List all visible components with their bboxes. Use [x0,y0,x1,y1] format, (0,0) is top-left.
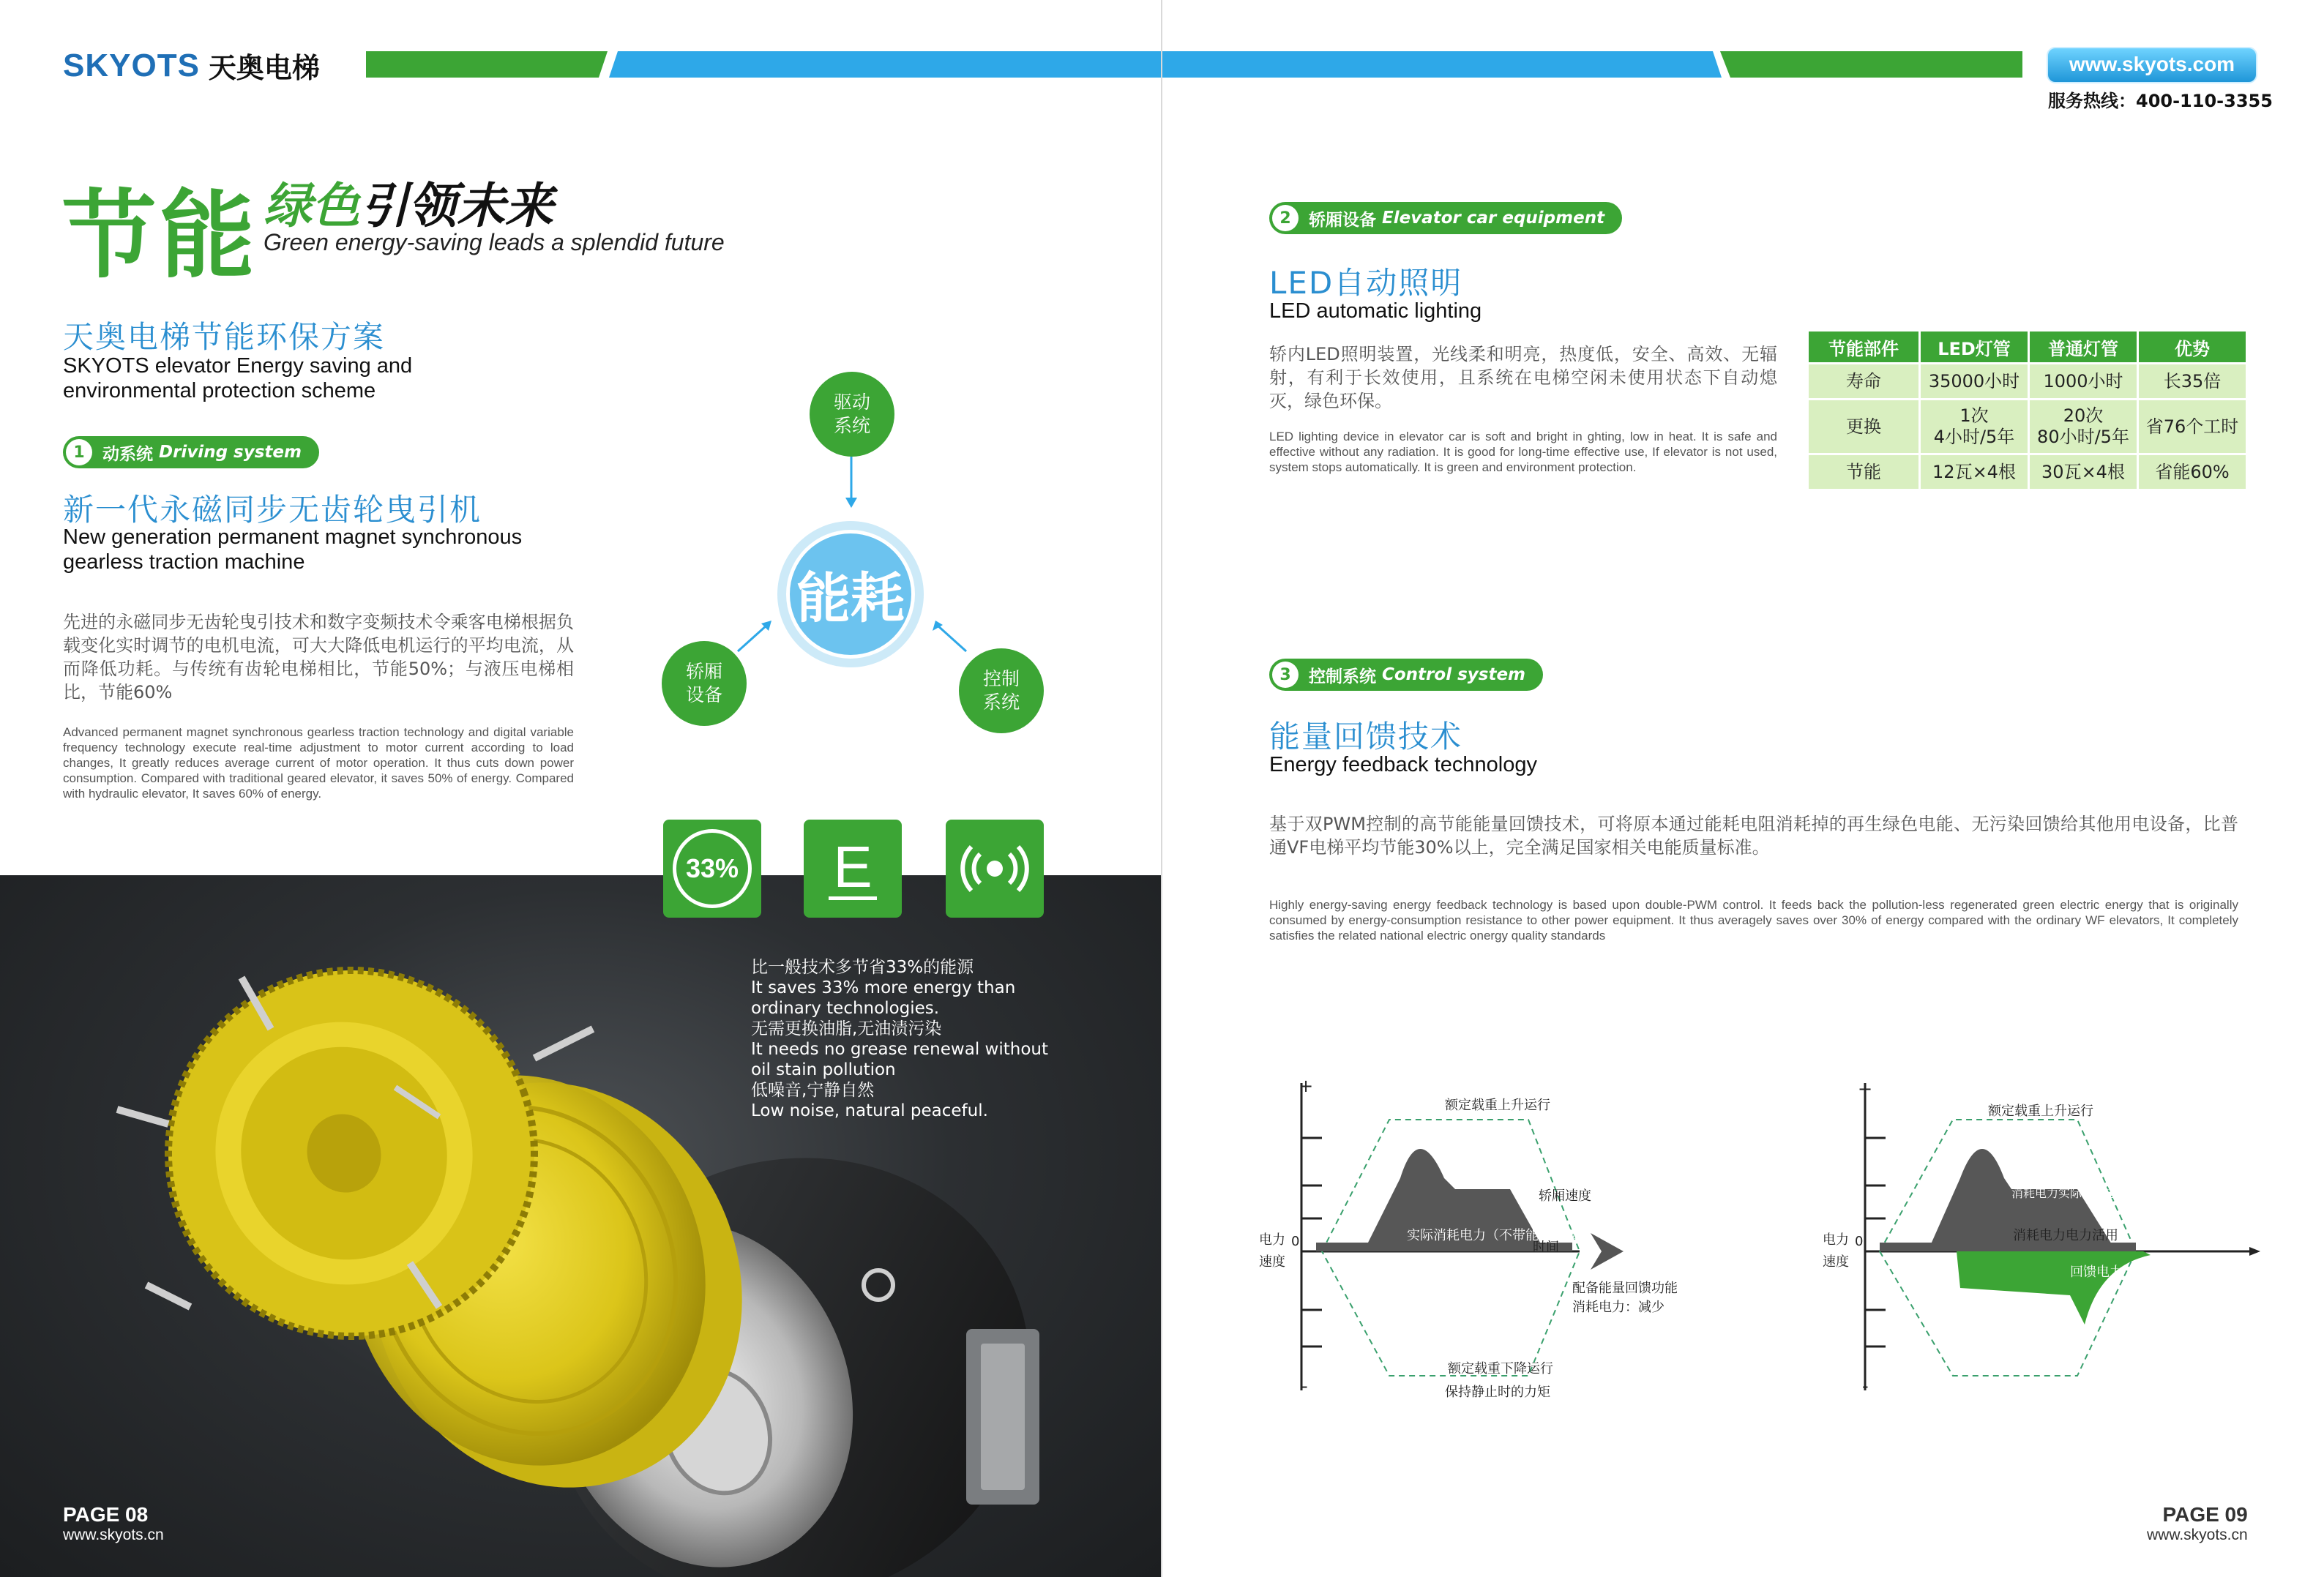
table-cell: 寿命 [1809,364,1918,398]
scheme-heading-en [63,353,575,403]
table-row [1809,400,2246,453]
hero-subtitle: Green energy-saving leads a splendid future [264,229,725,255]
axis-minus-left: - [1301,1376,1308,1396]
feature-line: It saves 33% more energy than [751,978,1016,997]
footer-right [2147,1503,2248,1544]
feedback-note-line2: 消耗电力：减少 [1572,1300,1664,1315]
service-hotline: 服务热线：400-110-3355 [2048,91,2273,111]
feature-line: ordinary technologies. [751,999,940,1018]
wireless-signal-icon [946,820,1044,918]
section1-label [63,436,319,468]
cycle-node-control-line1: 控制 [982,668,1020,689]
power-usage-label: 消耗电力电力活用 [2013,1228,2118,1243]
section2-number: 2 [1272,205,1299,231]
axis-speed-label-right: 速度 [1823,1254,1849,1270]
scheme-heading-cn: 天奥电梯节能环保方案 [63,319,386,355]
footer-left [63,1503,164,1544]
feature-line: 比一般技术多节省33%的能源 [751,958,974,977]
energy-e-label: E [829,838,876,900]
section2-body-en: LED lighting device in elevator car is soft and bright in ghting, low in heat. It is safe and effective without any radiation. It is good for long-time effective use, If elevator is not used, system stops automatically. It is green and environment protection. [1269,430,1777,474]
hero-title-green: 绿色 [264,178,360,234]
section2-label-en: Elevator car equipment [1382,209,1605,228]
section1-heading-cn: 新一代永磁同步无齿轮曳引机 [63,492,482,528]
static-torque-label: 保持静止时的力矩 [1445,1385,1550,1400]
feature-line: oil stain pollution [751,1060,896,1079]
table-row [1809,364,2246,398]
cycle-node-car-line2: 设备 [685,684,722,705]
axis-speed-label-left: 速度 [1259,1254,1285,1270]
header-stripe [366,50,1162,79]
rising-run-label: 额定载重上升运行 [1445,1098,1550,1113]
table-header-cell: 节能部件 [1809,331,1918,362]
table-cell: 35000小时 [1921,364,2028,398]
table-cell: 省76个工时 [2139,400,2246,453]
section3-label-en: Control system [1382,665,1526,684]
section3-body-en: Highly energy-saving energy feedback technology is based upon double-PWM control. It feeds back the pollution-less regenerated green electric energy that is originally consumed by energy-consumption resistance to other power equipment. It thus averagely saves over 30% of energy compared with the ordinary WF elevators, It completely satisfies the related national electric onergy quality standards [1269,898,2238,943]
section3-body-cn: 基于双PWM控制的高节能能量回馈技术，可将原本通过能耗电阻消耗掉的再生绿色电能、无污染回馈给其他用电设备，比普通VF电梯平均节能30%以上，完全满足国家相关电能质量标准。 [1269,814,2238,858]
cycle-node-drive-line2: 系统 [833,415,870,436]
footer-url[interactable]: www.skyots.cn [63,1527,164,1543]
section3-label-cn: 控制系统 [1309,667,1376,686]
page-number: PAGE 09 [2162,1503,2248,1526]
feature-line: 低噪音,宁静自然 [751,1081,875,1100]
section1-body-en: Advanced permanent magnet synchronous gearless traction technology and digital variable frequency technology execute real-time adjustment to motor current according to load changes, It greatly reduces average current of motor operation. It thus cuts down power consumption. Compared with traditional geared elevator, it saves 50% of energy. Compared with hydraulic elevator, It saves 60% of energy. [63,725,574,801]
percent-badge-icon [663,820,761,918]
cycle-node-drive[interactable] [810,372,894,457]
scheme-heading-en-line2: environmental protection scheme [63,379,376,402]
axis-power-label-left: 电力 [1259,1232,1285,1248]
actual-power-label: 实际消耗电力（不带能量回馈） [1407,1228,1591,1243]
right-page [1162,0,2324,1577]
table-cell: 长35倍 [2139,364,2246,398]
cycle-node-control[interactable] [959,648,1044,733]
feedback-note [1572,1278,1678,1316]
section1-label-cn: 动系统 [102,444,153,464]
energy-feedback-diagram [1236,1068,2290,1405]
axis-zero-right: 0 [1855,1234,1864,1249]
led-comparison-table [1806,329,2248,491]
table-cell: 12瓦×4根 [1921,455,2028,489]
section2-heading-en: LED automatic lighting [1269,299,1482,323]
axis-power-label-right: 电力 [1823,1232,1849,1248]
cycle-node-drive-line1: 驱动 [833,392,870,413]
car-speed-label: 轿厢速度 [1539,1188,1591,1204]
section3-label [1269,659,1543,691]
section2-label [1269,202,1622,234]
section3-number: 3 [1272,662,1299,688]
table-cell: 1000小时 [2030,364,2137,398]
section2-body-cn: 轿内LED照明装置，光线柔和明亮，热度低，安全、高效、无辐射，有利于长效使用，且系统在电梯空闲未使用状态下自动熄灭，绿色环保。 [1269,344,1777,411]
axis-minus-right: - [1862,1376,1869,1396]
header-stripe-right [1162,50,2022,79]
website-link[interactable]: www.skyots.com [2047,47,2257,83]
table-cell: 省能60% [2139,455,2246,489]
axis-plus-left: + [1299,1076,1314,1096]
section1-heading-en [63,525,605,574]
axis-time-label: 时间 [1533,1240,1559,1255]
rising-run-label-right: 额定载重上升运行 [1988,1104,2093,1119]
page-number: PAGE 08 [63,1503,149,1526]
scheme-heading-en-line1: SKYOTS elevator Energy saving and [63,354,413,378]
section3-heading-en: Energy feedback technology [1269,753,1537,776]
feedback-power-label: 回馈电力 [2070,1265,2123,1280]
feature-list [751,957,1058,1121]
footer-url[interactable]: www.skyots.cn [2147,1527,2248,1543]
feature-line: 无需更换油脂,无油渍污染 [751,1019,942,1038]
section1-heading-en-line2: gearless traction machine [63,550,305,574]
hero-title-secondary [264,167,553,236]
actual-consumption-label: 消耗电力实际消耗电力 [2011,1186,2129,1200]
section2-heading-cn: LED自动照明 [1269,265,1463,301]
axis-plus-right: + [1858,1079,1873,1099]
logo-text-cn: 天奥电梯 [208,52,320,84]
percent-badge-label: 33% [673,829,752,908]
table-header-cell: LED灯管 [1921,331,2028,362]
feature-line: It needs no grease renewal without [751,1040,1048,1059]
hero-title-black: 引领未来 [360,178,553,234]
cycle-node-car[interactable] [662,641,747,726]
descending-run-label: 额定载重下降运行 [1448,1361,1553,1376]
feedback-note-line1: 配备能量回馈功能 [1572,1281,1678,1296]
table-cell: 30瓦×4根 [2030,455,2137,489]
cycle-node-control-line2: 系统 [982,692,1020,713]
cycle-node-car-line1: 轿厢 [685,661,722,682]
section2-label-cn: 轿厢设备 [1309,210,1376,230]
section1-body-cn: 先进的永磁同步无齿轮曳引技术和数字变频技术令乘客电梯根据负载变化实时调节的电机电流，可大大降低电机运行的平均电流，从而降低功耗。与传统有齿轮电梯相比，节能50%；与液压电梯相比，节能60% [63,612,574,703]
energy-center-label: 能耗 [790,533,911,655]
table-cell: 节能 [1809,455,1918,489]
table-row [1809,455,2246,489]
section1-number: 1 [66,439,92,465]
logo-text-en: SKYOTS [63,47,200,83]
hero-title-main: 节能 [61,180,258,291]
table-cell: 20次 80小时/5年 [2030,400,2137,453]
energy-center-circle [777,521,924,667]
section3-heading-cn: 能量回馈技术 [1269,719,1463,754]
table-cell: 1次 4小时/5年 [1921,400,2028,453]
table-header-cell: 优势 [2139,331,2246,362]
table-header-cell: 普通灯管 [2030,331,2137,362]
table-header-row [1809,331,2246,362]
brand-logo[interactable] [63,45,320,86]
feature-line: Low noise, natural peaceful. [751,1101,988,1120]
section1-heading-en-line1: New generation permanent magnet synchronous [63,525,523,549]
table-cell: 更换 [1809,400,1918,453]
axis-zero-left: 0 [1291,1234,1300,1249]
energy-e-icon [804,820,902,918]
section1-label-en: Driving system [159,443,302,462]
